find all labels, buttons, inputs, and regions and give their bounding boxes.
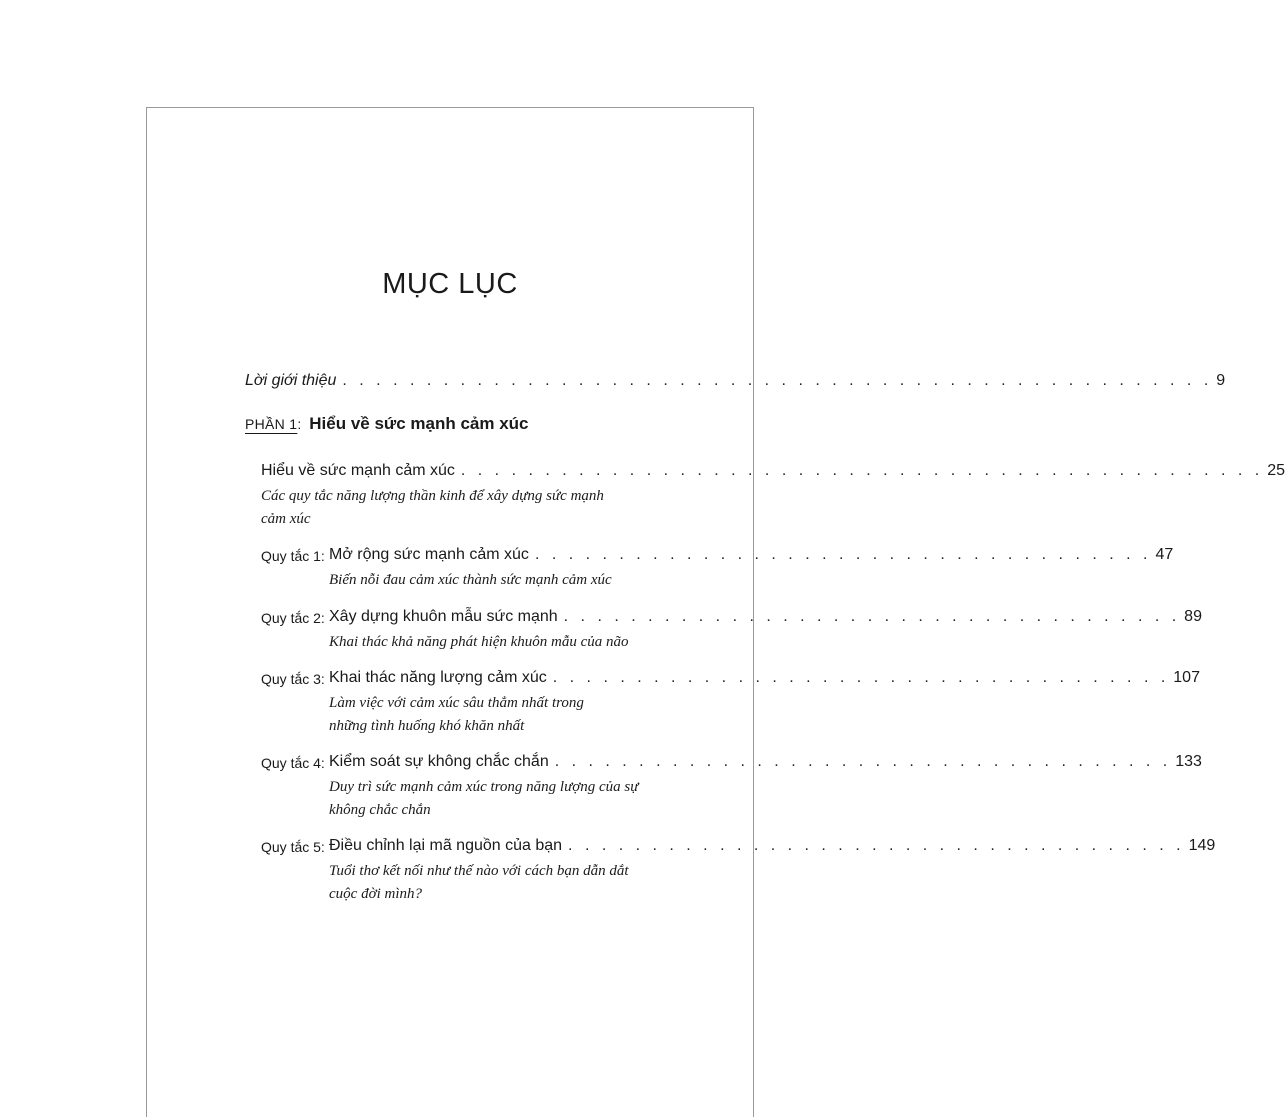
toc-entry-rule-5[interactable] (329, 837, 1216, 855)
toc-entry-label: Kiểm soát sự không chắc chắn (329, 753, 549, 770)
rule-prefix: Quy tắc 2: (261, 610, 325, 626)
toc-entry-subtitle: Các quy tắc năng lượng thần kinh để xây dựng sức mạnh cảm xúc (261, 488, 604, 527)
toc-page-number: 25 (1267, 462, 1285, 479)
toc-page-number: 89 (1184, 608, 1202, 625)
toc-entry-subtitle: Biến nỗi đau cảm xúc thành sức mạnh cảm xúc (329, 572, 612, 588)
part-heading (245, 414, 529, 434)
toc-entry-rule-3[interactable] (329, 669, 1200, 687)
rule-prefix: Quy tắc 1: (261, 548, 325, 564)
part-label: PHẦN 1 (245, 416, 298, 432)
toc-entry-label: Điều chỉnh lại mã nguồn của bạn (329, 837, 563, 854)
toc-entry-subtitle: Tuổi thơ kết nối như thế nào với cách bạn dẫn dắt cuộc đời mình? (329, 863, 629, 902)
toc-entry-label: Hiểu về sức mạnh cảm xúc (261, 462, 455, 479)
rule-prefix: Quy tắc 4: (261, 755, 325, 771)
book-page (146, 107, 1285, 1117)
toc-leader-dots: . . . . . . . . . . . . . . . . . . . . . . . . . . . . . . . . . . . . . (554, 753, 1172, 770)
toc-leader-dots: . . . . . . . . . . . . . . . . . . . . . . . . . . . . . . . . . . . . . . . . . . . . . . . . (460, 462, 1264, 479)
toc-leader-dots: . . . . . . . . . . . . . . . . . . . . . . . . . . . . . . . . . . . . . (534, 546, 1152, 563)
toc-entry-intro[interactable] (245, 372, 1226, 390)
toc-entry-label: Mở rộng sức mạnh cảm xúc (329, 546, 529, 563)
toc-page-number: 9 (1216, 372, 1226, 389)
toc-page-number: 107 (1173, 669, 1200, 686)
part-title: Hiểu về sức mạnh cảm xúc (309, 414, 529, 433)
part-colon: : (297, 416, 302, 432)
rule-prefix: Quy tắc 5: (261, 839, 325, 855)
toc-entry-subtitle: Duy trì sức mạnh cảm xúc trong năng lượng của sự không chắc chắn (329, 779, 639, 818)
toc-entry-subtitle: Làm việc với cảm xúc sâu thẳm nhất trong những tình huống khó khăn nhất (329, 695, 584, 734)
toc-leader-dots: . . . . . . . . . . . . . . . . . . . . . . . . . . . . . . . . . . . . . . . . . . . . . . . . . . . . (342, 372, 1213, 389)
toc-leader-dots: . . . . . . . . . . . . . . . . . . . . . . . . . . . . . . . . . . . . . (552, 669, 1170, 686)
toc-entry-rule-2[interactable] (329, 608, 1202, 626)
toc-entry-rule-1[interactable] (329, 546, 1174, 564)
toc-entry-subtitle: Khai thác khả năng phát hiện khuôn mẫu của não (329, 634, 629, 650)
toc-page-number: 149 (1188, 837, 1216, 854)
toc-entry-rule-4[interactable] (329, 753, 1202, 771)
toc-page-number: 133 (1175, 753, 1202, 770)
toc-entry-label: Khai thác năng lượng cảm xúc (329, 669, 547, 686)
page-title: MỤC LỤC (382, 268, 518, 300)
toc-entry-chapter[interactable] (261, 462, 1285, 480)
toc-page-number: 47 (1155, 546, 1174, 563)
toc-leader-dots: . . . . . . . . . . . . . . . . . . . . . . . . . . . . . . . . . . . . . (568, 837, 1185, 854)
toc-entry-label: Lời giới thiệu (245, 372, 337, 389)
toc-leader-dots: . . . . . . . . . . . . . . . . . . . . . . . . . . . . . . . . . . . . . (563, 608, 1181, 625)
rule-prefix: Quy tắc 3: (261, 671, 325, 687)
toc-entry-label: Xây dựng khuôn mẫu sức mạnh (329, 608, 558, 625)
